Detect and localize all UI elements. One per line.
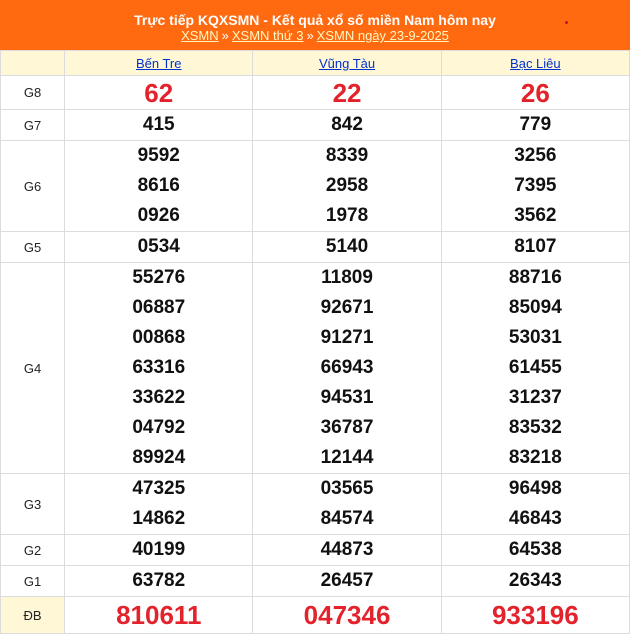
result-number: 8339 <box>325 145 369 166</box>
breadcrumb-separator: » <box>306 28 314 43</box>
result-cell <box>441 474 629 535</box>
result-cell <box>253 76 441 110</box>
prize-label: G3 <box>1 474 65 535</box>
result-number: 8616 <box>137 175 180 196</box>
result-number: 63316 <box>132 357 186 378</box>
result-number: 14862 <box>132 508 186 529</box>
result-cell <box>441 76 629 110</box>
result-cell <box>441 141 629 232</box>
result-cell <box>65 141 253 232</box>
prize-row-g8 <box>1 76 630 110</box>
result-number: 779 <box>519 114 552 135</box>
prize-row-g6 <box>1 141 630 232</box>
result-number: 22 <box>332 77 362 108</box>
result-number: 89924 <box>132 447 186 468</box>
result-cell <box>253 263 441 474</box>
page-header <box>0 0 630 50</box>
result-cell <box>253 232 441 263</box>
result-number: 3256 <box>514 145 557 166</box>
prize-row-g4 <box>1 263 630 474</box>
result-number: 3562 <box>514 205 557 226</box>
result-cell <box>65 76 253 110</box>
province-link-vung-tau[interactable]: Vũng Tàu <box>318 55 376 71</box>
result-number: 0926 <box>137 205 180 226</box>
result-number: 26457 <box>320 570 374 591</box>
result-number: 0534 <box>137 236 180 257</box>
result-number: 96498 <box>508 478 562 499</box>
province-link-ben-tre[interactable]: Bến Tre <box>135 55 182 71</box>
result-number: 00868 <box>132 327 186 348</box>
prize-label: G5 <box>1 232 65 263</box>
result-number: 61455 <box>508 357 562 378</box>
result-number: 12144 <box>320 447 374 468</box>
result-number: 8107 <box>514 236 557 257</box>
province-header <box>441 51 629 76</box>
result-cell <box>65 232 253 263</box>
result-number: 11809 <box>321 267 373 288</box>
breadcrumb-link-xsmn-weekday[interactable]: XSMN thứ 3 <box>231 28 304 43</box>
prize-row-g7 <box>1 110 630 141</box>
result-number: 2958 <box>325 175 369 196</box>
page-title: Trực tiếp KQXSMN - Kết quả xổ số miền Nam hôm nay <box>134 12 496 28</box>
result-number: 40199 <box>132 539 186 560</box>
prize-label: G6 <box>1 141 65 232</box>
province-link-bac-lieu[interactable]: Bạc Liêu <box>510 55 561 71</box>
result-cell <box>253 474 441 535</box>
result-cell <box>65 535 253 566</box>
result-cell <box>65 263 253 474</box>
breadcrumb <box>0 28 630 44</box>
result-cell <box>253 110 441 141</box>
province-header-row <box>1 51 630 76</box>
result-number: 64538 <box>508 539 562 560</box>
result-number: 415 <box>142 114 175 135</box>
prize-row-g3 <box>1 474 630 535</box>
result-cell <box>253 141 441 232</box>
prize-rows <box>1 76 630 634</box>
result-number: 88716 <box>508 267 562 288</box>
result-number: 7395 <box>514 175 557 196</box>
result-cell <box>253 566 441 597</box>
prize-label: G8 <box>1 76 65 110</box>
breadcrumb-link-xsmn-date[interactable]: XSMN ngày 23-9-2025 <box>316 28 449 43</box>
result-cell <box>65 110 253 141</box>
result-number: 06887 <box>132 297 186 318</box>
result-number: 55276 <box>132 267 186 288</box>
result-cell <box>65 474 253 535</box>
result-number: 933196 <box>491 600 579 630</box>
result-number: 46843 <box>508 508 562 529</box>
result-number: 47325 <box>132 478 186 499</box>
result-number: 26343 <box>508 570 562 591</box>
result-number: 33622 <box>132 387 186 408</box>
result-number: 9592 <box>137 145 180 166</box>
result-number: 83218 <box>508 447 562 468</box>
result-number: 63782 <box>132 570 186 591</box>
prize-row-g2 <box>1 535 630 566</box>
result-cell <box>65 597 253 634</box>
result-cell <box>441 566 629 597</box>
result-cell <box>253 597 441 634</box>
result-number: 04792 <box>132 417 186 438</box>
province-header <box>253 51 441 76</box>
result-cell <box>441 110 629 141</box>
breadcrumb-link-xsmn[interactable]: XSMN <box>181 28 219 43</box>
result-number: 1978 <box>325 205 369 226</box>
result-number: 810611 <box>116 600 202 630</box>
result-number: 62 <box>144 77 174 108</box>
result-cell <box>253 535 441 566</box>
result-number: 31237 <box>508 387 562 408</box>
result-number: 85094 <box>508 297 562 318</box>
prize-row-g5 <box>1 232 630 263</box>
result-number: 03565 <box>320 478 374 499</box>
prize-label: G2 <box>1 535 65 566</box>
result-number: 842 <box>331 114 363 135</box>
results-table <box>0 50 630 634</box>
prize-row-đb <box>1 597 630 634</box>
breadcrumb-separator: » <box>221 28 229 43</box>
result-number: 26 <box>520 77 550 108</box>
result-number: 94531 <box>320 387 374 408</box>
result-number: 84574 <box>320 508 374 529</box>
result-number: 92671 <box>320 297 374 318</box>
status-dot-icon <box>565 21 568 24</box>
prize-label: G1 <box>1 566 65 597</box>
prize-label: ĐB <box>1 597 65 634</box>
result-cell <box>441 535 629 566</box>
prize-label: G4 <box>1 263 65 474</box>
prize-label: G7 <box>1 110 65 141</box>
result-number: 83532 <box>508 417 562 438</box>
result-number: 91271 <box>320 327 374 348</box>
result-number: 36787 <box>320 417 374 438</box>
result-cell <box>441 263 629 474</box>
prize-row-g1 <box>1 566 630 597</box>
result-number: 047346 <box>303 600 391 630</box>
result-number: 5140 <box>325 236 369 257</box>
result-cell <box>441 232 629 263</box>
corner-cell <box>1 51 65 76</box>
result-cell <box>441 597 629 634</box>
result-number: 66943 <box>320 357 374 378</box>
province-header <box>65 51 253 76</box>
result-number: 44873 <box>320 539 374 560</box>
result-cell <box>65 566 253 597</box>
result-number: 53031 <box>508 327 562 348</box>
